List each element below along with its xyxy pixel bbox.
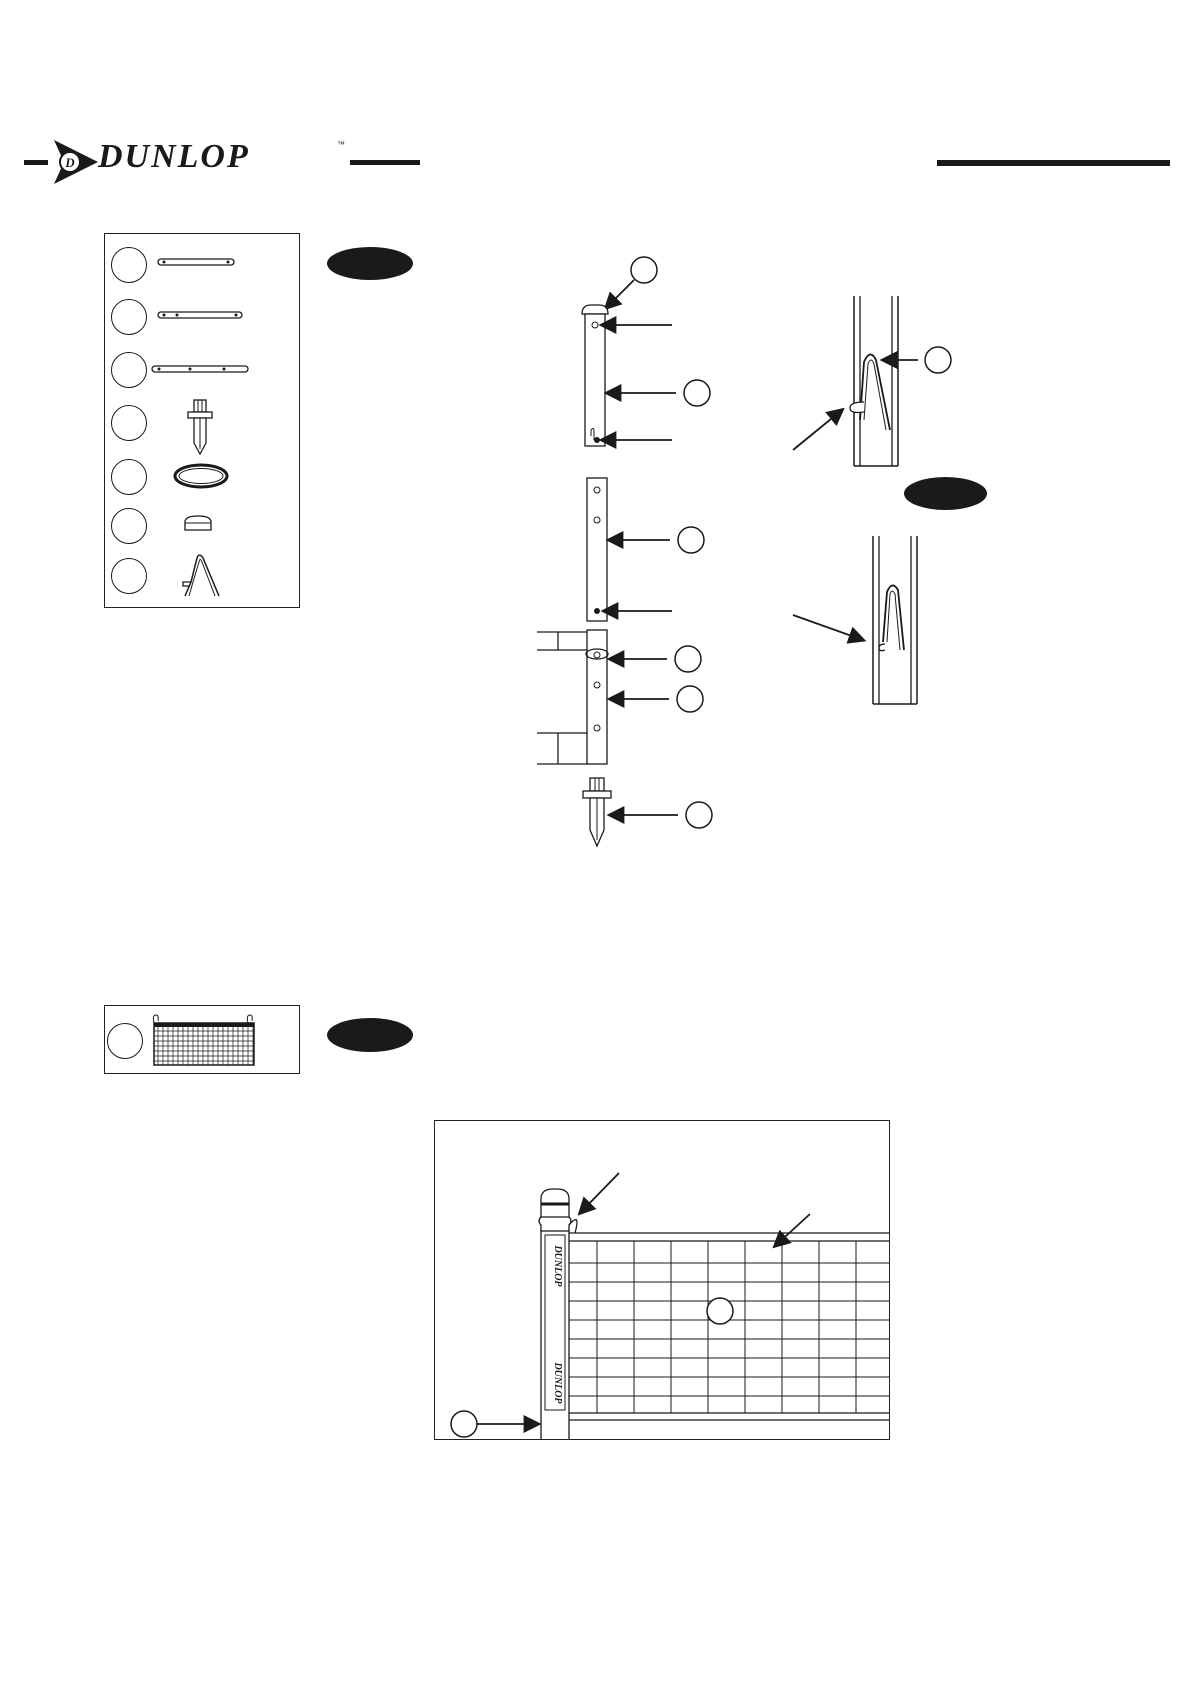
clip-detail-diagram-bottom (780, 530, 940, 710)
header (0, 130, 1191, 190)
header-rule-right (937, 160, 1170, 166)
part-number-circle (111, 352, 147, 388)
trademark-symbol: ™ (337, 140, 345, 149)
step-badge (327, 247, 413, 280)
net-installed-diagram (434, 1120, 890, 1440)
parts-list-panel (104, 233, 300, 608)
net-icon (148, 1011, 264, 1069)
header-rule-left (24, 160, 48, 165)
svg-text:DUNLOP: DUNLOP (552, 1362, 563, 1404)
ground-spike-icon (185, 399, 215, 455)
part-number-circle (111, 558, 147, 594)
part-number-circle (111, 405, 147, 441)
part-number-circle (111, 247, 147, 283)
svg-text:D: D (65, 155, 75, 170)
post-assembly-diagram (530, 250, 730, 860)
long-bar-icon (151, 363, 251, 375)
net-hook-clip-icon (179, 552, 223, 600)
clip-detail-diagram-top (780, 290, 960, 470)
rubber-band-icon (173, 462, 229, 490)
net-parts-panel (104, 1005, 300, 1074)
end-cap-icon (183, 514, 213, 532)
part-number-circle (107, 1023, 143, 1059)
part-number-circle (111, 508, 147, 544)
header-rule-mid (350, 160, 420, 165)
dunlop-flying-d-icon (52, 138, 100, 186)
medium-bar-icon (157, 309, 245, 321)
part-number-circle (111, 299, 147, 335)
step-badge (904, 477, 987, 510)
svg-text:DUNLOP: DUNLOP (552, 1245, 563, 1287)
brand-wordmark: DUNLOP (98, 138, 250, 175)
short-bar-icon (157, 256, 237, 268)
net-installed-drawing (435, 1121, 890, 1440)
part-number-circle (111, 459, 147, 495)
step-badge (327, 1018, 413, 1052)
